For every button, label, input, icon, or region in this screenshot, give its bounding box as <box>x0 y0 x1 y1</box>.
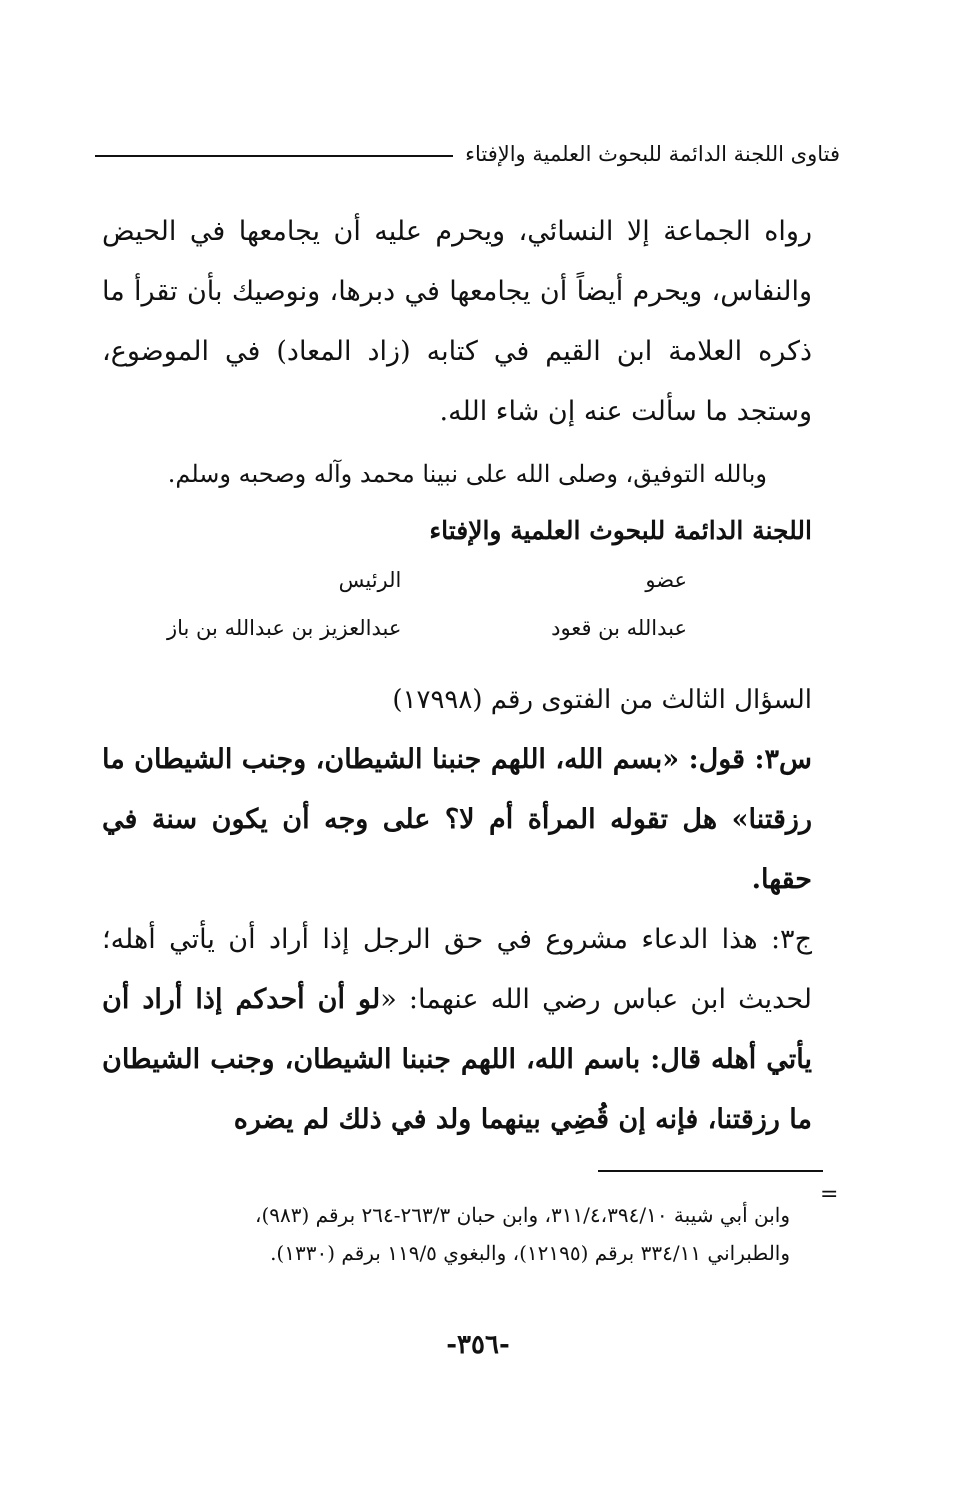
closing-line: وبالله التوفيق، وصلى الله على نبينا محمد وآله وصحبه وسلم. <box>167 460 767 488</box>
signatory-role: الرئيس <box>338 568 402 592</box>
signatory-name: عبدالعزيز بن عبدالله بن باز <box>167 616 402 640</box>
answer-text <box>102 910 812 1150</box>
footnote-continuation-marker: = <box>820 1182 839 1207</box>
footnote-rule <box>598 1170 823 1172</box>
signatures <box>102 556 812 652</box>
page-number: -٣٥٦- <box>446 1330 510 1360</box>
running-header <box>95 142 840 166</box>
answer-plain: ج٣: هذا الدعاء مشروع في حق الرجل إذا أراد أن يأتي أهله؛ لحديث ابن عباس رضي الله عنهما: « <box>102 924 812 1015</box>
question-text: س٣: قول: «بسم الله، اللهم جنبنا الشيطان، وجنب الشيطان ما رزقتنا» هل تقوله المرأة أم لا؟ على وجه أن يكون سنة في حقها. <box>102 744 812 895</box>
signatory-member <box>551 556 687 652</box>
footnote-line: والطبراني ٣٣٤/١١ برقم (١٢١٩٥)، والبغوي ١١٩/٥ برقم (١٣٣٠). <box>270 1241 790 1265</box>
footnote <box>140 1196 790 1272</box>
footnote-line: وابن أبي شيبة ٣١١/٤،٣٩٤/١٠، وابن حبان ٢٦٣/٣-٢٦٤ برقم (٩٨٣)، <box>255 1203 790 1227</box>
committee-name: اللجنة الدائمة للبحوث العلمية والإفتاء <box>429 516 812 545</box>
header-rule <box>95 155 453 157</box>
signatory-name: عبدالله بن قعود <box>551 616 687 640</box>
signatory-role: عضو <box>645 568 687 592</box>
answer-hadith: لو أن أحدكم إذا أراد أن يأتي أهله قال: باسم الله، اللهم جنبنا الشيطان، وجنب الشيطان ما رزقتنا، فإنه إن قُضِي بينهما ولد في ذلك لم يضره <box>102 984 812 1135</box>
header-title: فتاوى اللجنة الدائمة للبحوث العلمية والإفتاء <box>465 142 840 166</box>
signatory-president <box>167 556 401 652</box>
question-heading: السؤال الثالث من الفتوى رقم (١٧٩٩٨) <box>392 685 812 715</box>
main-text <box>102 202 812 1150</box>
paragraph-1: رواه الجماعة إلا النسائي، ويحرم عليه أن يجامعها في الحيض والنفاس، ويحرم أيضاً أن يجامعها في دبرها، ونوصيك بأن تقرأ ما ذكره العلامة ابن القيم في كتابه (زاد المعاد) في الموضوع، وستجد ما سألت عنه إن شاء الله. <box>102 216 812 427</box>
